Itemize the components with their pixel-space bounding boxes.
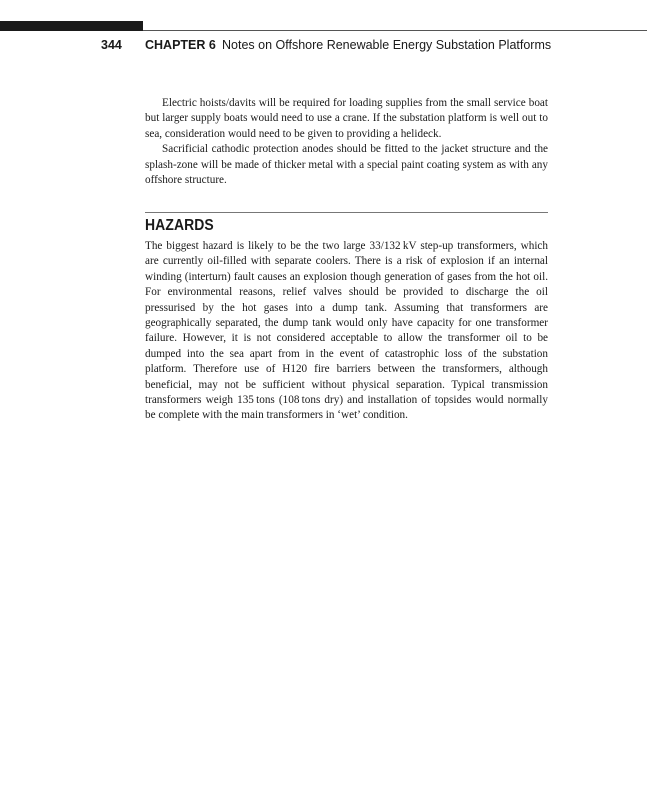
paragraph: The biggest hazard is likely to be the two large 33/132 kV step-up transformers, which are currently oil-filled with separate coolers. There is a risk of explosion if an internal winding (interturn) fault causes an explosion though generation of gases from the hot oil. For environmental reasons, relief valves should be provided to discharge the oil pressurised by the hot gases into a dump tank. Assuming that transformers are geographically separated, the dump tank would only have capacity for one transformer failure. However, it is not considered acceptable to allow the transformer oil to be dumped into the sea apart from in the event of catastrophic loss of the substation platform. Therefore use of H120 fire barriers between the transformers, although beneficial, may not be sufficient without physical separation. Typical transmission transformers weigh 135 tons (108 tons dry) and installation of topsides would normally be complete with the main transformers in ‘wet’ condition. bbox=[145, 240, 548, 422]
hazards-text bbox=[145, 239, 548, 424]
section-heading: HAZARDS bbox=[145, 217, 214, 234]
header-bar bbox=[0, 21, 143, 31]
chapter-title: Notes on Offshore Renewable Energy Substation Platforms bbox=[222, 38, 552, 52]
intro-text bbox=[145, 96, 548, 188]
running-head bbox=[0, 37, 647, 53]
chapter-label: CHAPTER 6 bbox=[145, 38, 216, 52]
paragraph: Electric hoists/davits will be required for loading supplies from the small service boat but larger supply boats would need to use a crane. If the substation platform is well out to sea, consideration would need to be given to providing a helideck. bbox=[145, 97, 548, 140]
section-divider bbox=[145, 212, 548, 213]
paragraph: Sacrificial cathodic protection anodes should be fitted to the jacket structure and the splash-zone will be made of thicker metal with a special paint coating system as with any offshore structure. bbox=[145, 143, 548, 187]
header-rule bbox=[143, 30, 647, 31]
page-number: 344 bbox=[101, 38, 122, 52]
